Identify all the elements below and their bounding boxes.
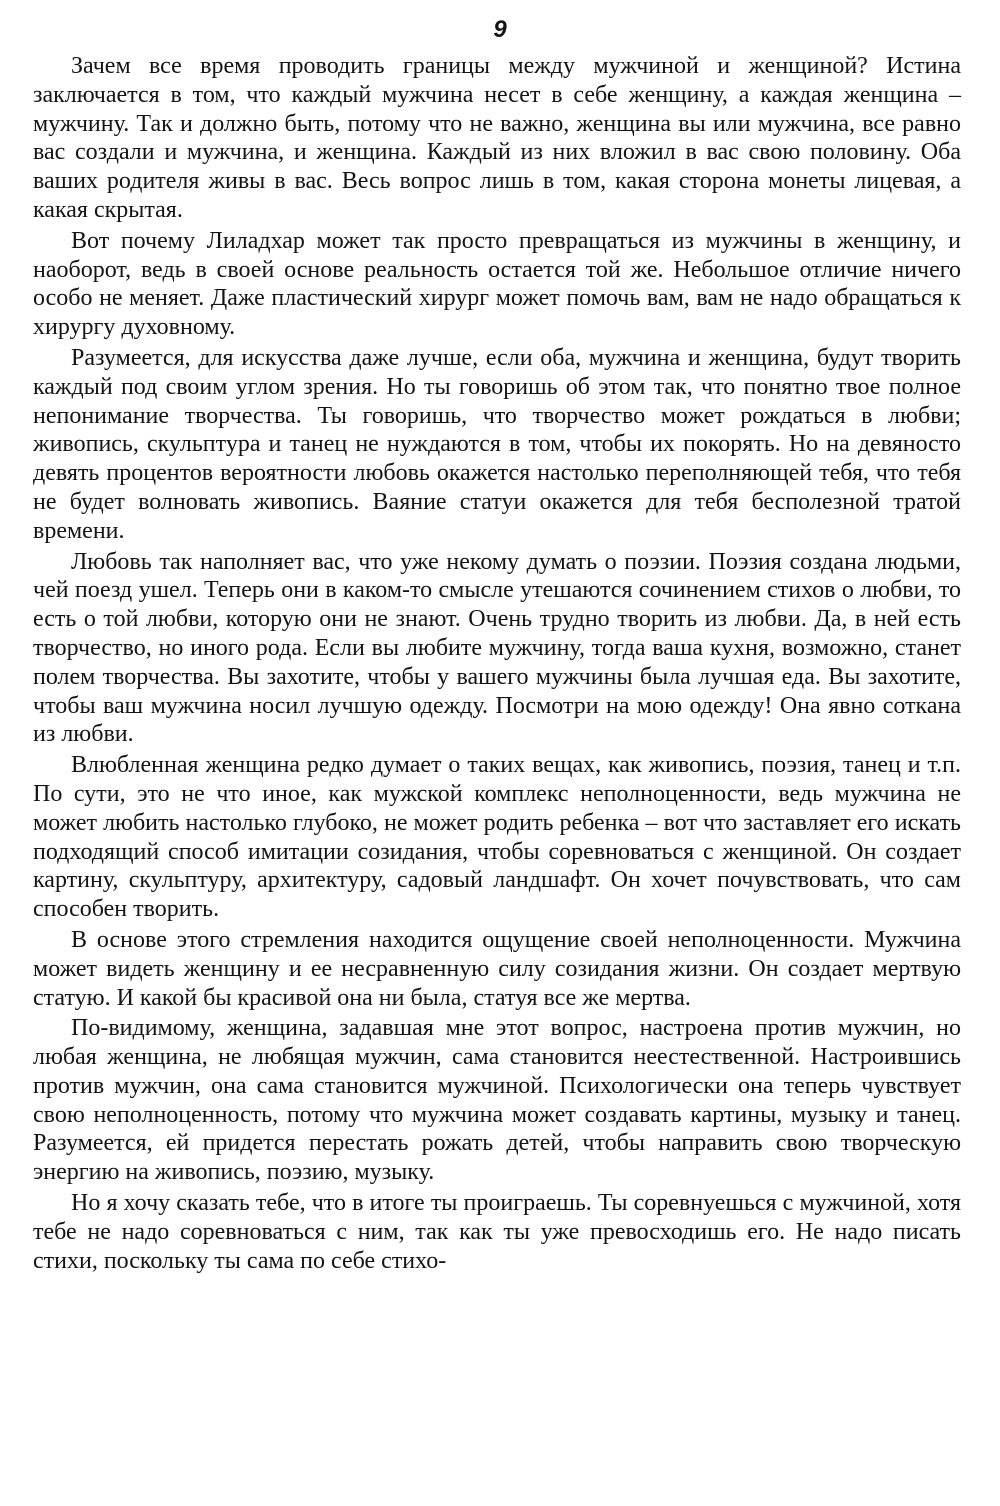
- paragraph-6: В основе этого стремления находится ощущение своей неполноценности. Мужчина может видеть женщину и ее несравненную силу созидания жизни. Он создает мертвую статую. И какой бы красивой она ни была, статуя все же мертва.: [33, 926, 961, 1011]
- body-text: [33, 52, 961, 1277]
- paragraph-1: Зачем все время проводить границы между мужчиной и женщиной? Истина заключается в том, что каждый мужчина несет в себе женщину, а каждая женщина – мужчину. Так и должно быть, потому что не важно, женщина вы или мужчина, все равно вас создали и мужчина, и женщина. Каждый из них вложил в вас свою половину. Оба ваших родителя живы в вас. Весь вопрос лишь в том, какая сторона монеты лицевая, а какая скрытая.: [33, 53, 961, 223]
- paragraph-4: Любовь так наполняет вас, что уже некому думать о поэзии. Поэзия создана людьми, чей поезд ушел. Теперь они в каком-то смысле утешаются сочинением стихов о любви, то есть о той любви, которую они не знают. Очень трудно творить из любви. Да, в ней есть творчество, но иного рода. Если вы любите мужчину, тогда ваша кухня, возможно, станет полем творчества. Вы захотите, чтобы у вашего мужчины была лучшая еда. Вы захотите, чтобы ваш мужчина носил лучшую одежду. Посмотри на мою одежду! Она явно соткана из любви.: [33, 548, 961, 748]
- paragraph-2: Вот почему Лиладхар может так просто превращаться из мужчины в женщину, и наоборот, ведь в своей основе реальность остается той же. Небольшое отличие ничего особо не меняет. Даже пластический хирург может помочь вам, вам не надо обращаться к хирургу духовному.: [33, 227, 961, 341]
- paragraph-7: По-видимому, женщина, задавшая мне этот вопрос, настроена против мужчин, но любая женщина, не любящая мужчин, сама становится неестественной. Настроившись против мужчин, она сама становится мужчиной. Психологически она теперь чувствует свою неполноценность, потому что мужчина может создавать картины, музыку и танец. Разумеется, ей придется перестать рожать детей, чтобы направить свою творческую энергию на живопись, поэзию, музыку.: [33, 1015, 961, 1186]
- page-number: 9: [493, 16, 507, 43]
- paragraph-8: Но я хочу сказать тебе, что в итоге ты проиграешь. Ты соревнуешься с мужчиной, хотя тебе не надо соревноваться с ним, так как ты уже превосходишь его. Не надо писать стихи, поскольку ты сама по себе стихо-: [33, 1190, 961, 1274]
- paragraph-3: Разумеется, для искусства даже лучше, если оба, мужчина и женщина, будут творить каждый под своим углом зрения. Но ты говоришь об этом так, что понятно твое полное непонимание творчества. Ты говоришь, что творчество может рождаться в любви; живопись, скульптура и танец не нуждаются в том, чтобы их покорять. Но на девяносто девять процентов вероятности любовь окажется настолько переполняющей тебя, что тебя не будет волновать живопись. Ваяние статуи окажется для тебя бесполезной тратой времени.: [33, 344, 961, 544]
- paragraph-5: Влюбленная женщина редко думает о таких вещах, как живопись, поэзия, танец и т.п. По сути, это не что иное, как мужской комплекс неполноценности, ведь мужчина не может любить настолько глубоко, не может родить ребенка – вот что заставляет его искать подходящий способ имитации созидания, чтобы соревноваться с женщиной. Он создает картину, скульптуру, архитектуру, садовый ландшафт. Он хочет почувствовать, что сам способен творить.: [33, 752, 961, 923]
